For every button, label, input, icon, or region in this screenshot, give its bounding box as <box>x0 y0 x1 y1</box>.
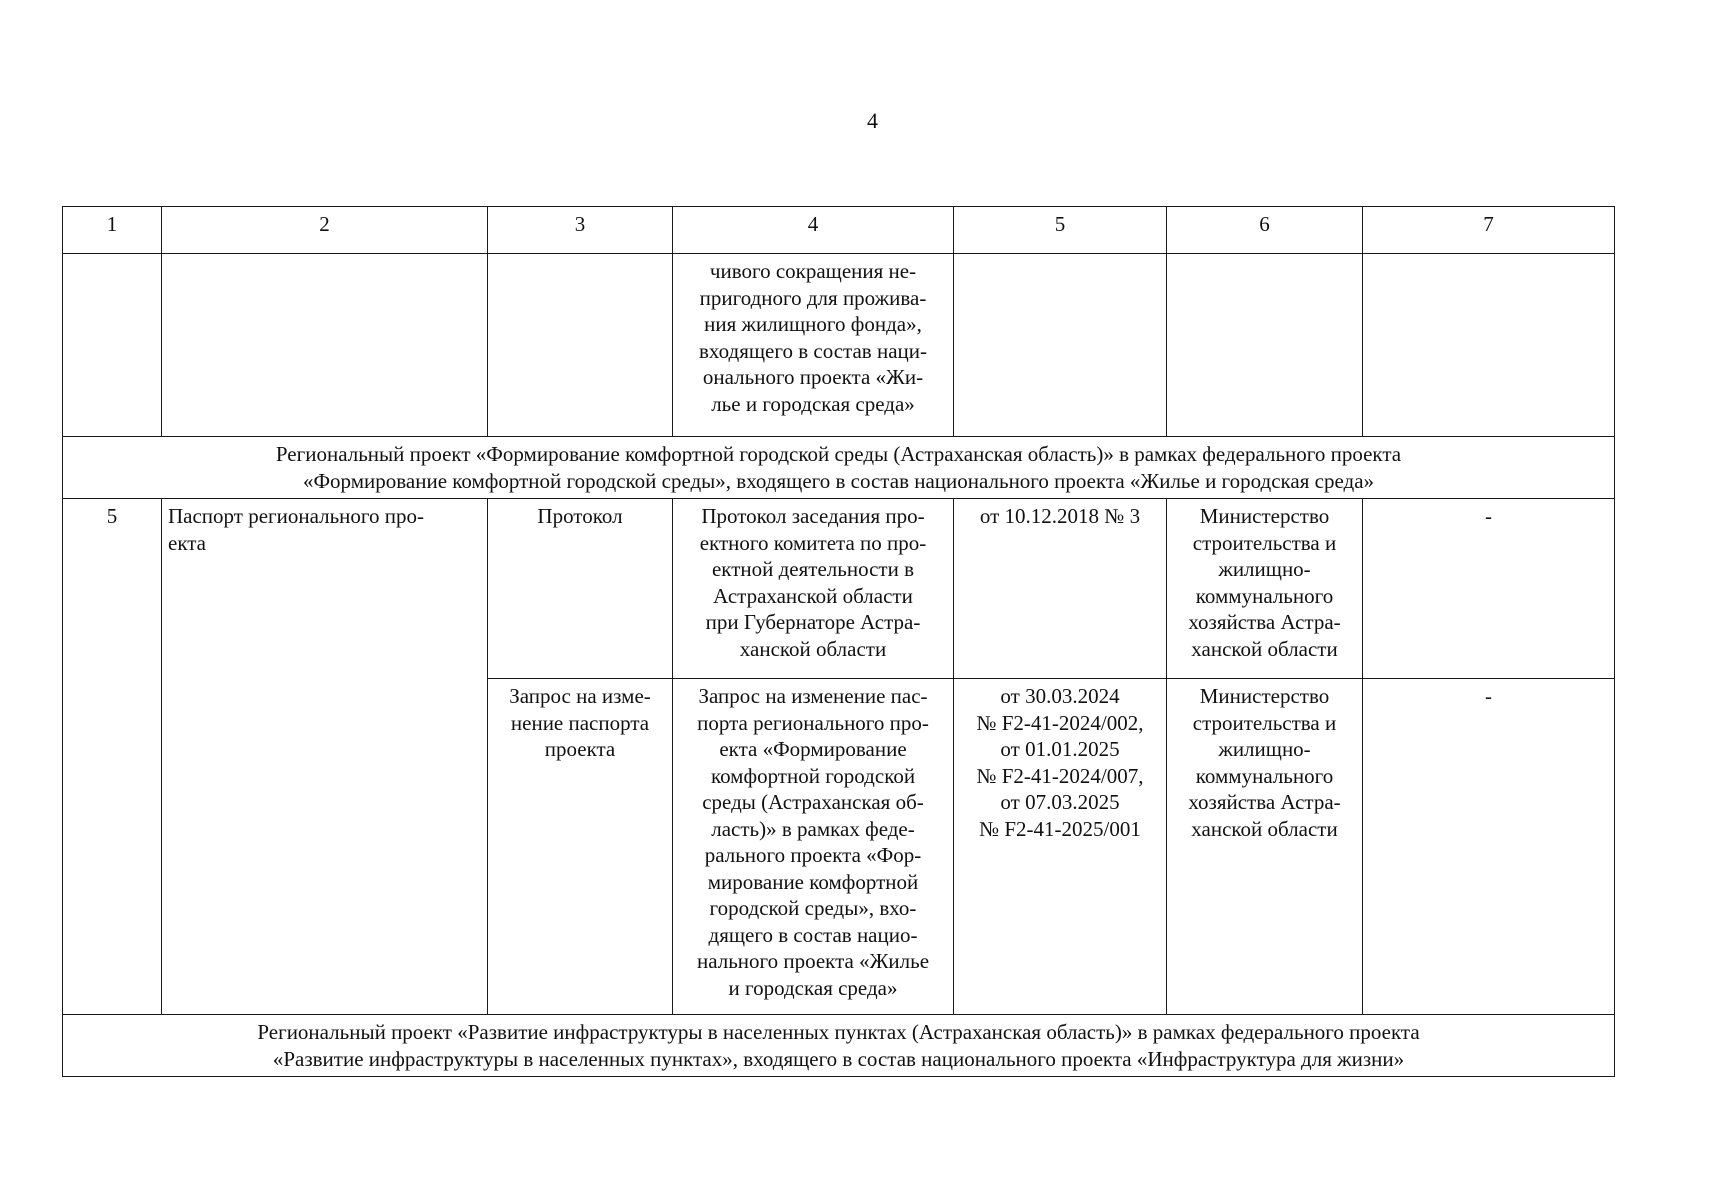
document-details: от 10.12.2018 № 3 <box>954 499 1167 679</box>
note-cell: - <box>1363 499 1615 679</box>
item-number: 5 <box>63 499 162 1015</box>
column-header-7: 7 <box>1363 207 1615 254</box>
item-name: Паспорт регионального про- екта <box>162 499 488 1015</box>
document-type: Протокол <box>488 499 673 679</box>
note-cell: - <box>1363 679 1615 1015</box>
continuation-cell-6 <box>1167 254 1363 437</box>
document-table <box>62 206 1615 1077</box>
continuation-cell-2 <box>162 254 488 437</box>
section-heading-comfortable-environment: Региональный проект «Формирование комфортной городской среды (Астраханская область)» в рамках федерального проекта «Формирование комфортной городской среды», входящего в состав национального проекта «Жилье и городская среда» <box>63 437 1615 499</box>
section-heading-infrastructure: Региональный проект «Развитие инфраструктуры в населенных пунктах (Астраханская область)» в рамках федерального проекта «Развитие инфраструктуры в населенных пунктах», входящего в состав национального проекта «Инфраструктура для жизни» <box>63 1015 1615 1077</box>
column-header-3: 3 <box>488 207 673 254</box>
document-details: от 30.03.2024 № F2-41-2024/002, от 01.01.2025 № F2-41-2024/007, от 07.03.2025 № F2-41-2025/001 <box>954 679 1167 1015</box>
document-name: Запрос на изменение пас- порта регионального про- екта «Формирование комфортной городской среды (Астраханская об- ласть)» в рамках феде- рального проекта «Фор- мирование комфортной городской среды», вхо- дящего в состав нацио- нального проекта «Жилье и городская среда» <box>673 679 954 1015</box>
responsible-authority: Министерство строительства и жилищно- коммунального хозяйства Астра- ханской области <box>1167 679 1363 1015</box>
continuation-row <box>63 254 1615 437</box>
table-row <box>63 499 1615 679</box>
document-name: Протокол заседания про- ектного комитета по про- ектной деятельности в Астраханской области при Губернаторе Астра- ханской области <box>673 499 954 679</box>
continuation-cell-5 <box>954 254 1167 437</box>
continuation-cell-7 <box>1363 254 1615 437</box>
continuation-doc-name: чивого сокращения не- пригодного для прожива- ния жилищного фонда», входящего в состав наци- онального проекта «Жи- лье и городская среда» <box>673 254 954 437</box>
column-header-2: 2 <box>162 207 488 254</box>
continuation-cell-1 <box>63 254 162 437</box>
document-type: Запрос на изме- нение паспорта проекта <box>488 679 673 1015</box>
section-heading-row <box>63 1015 1615 1077</box>
page-number: 4 <box>867 108 878 133</box>
section-heading-row <box>63 437 1615 499</box>
table-header-row <box>63 207 1615 254</box>
column-header-5: 5 <box>954 207 1167 254</box>
column-header-4: 4 <box>673 207 954 254</box>
responsible-authority: Министерство строительства и жилищно- коммунального хозяйства Астра- ханской области <box>1167 499 1363 679</box>
column-header-6: 6 <box>1167 207 1363 254</box>
continuation-cell-3 <box>488 254 673 437</box>
column-header-1: 1 <box>63 207 162 254</box>
